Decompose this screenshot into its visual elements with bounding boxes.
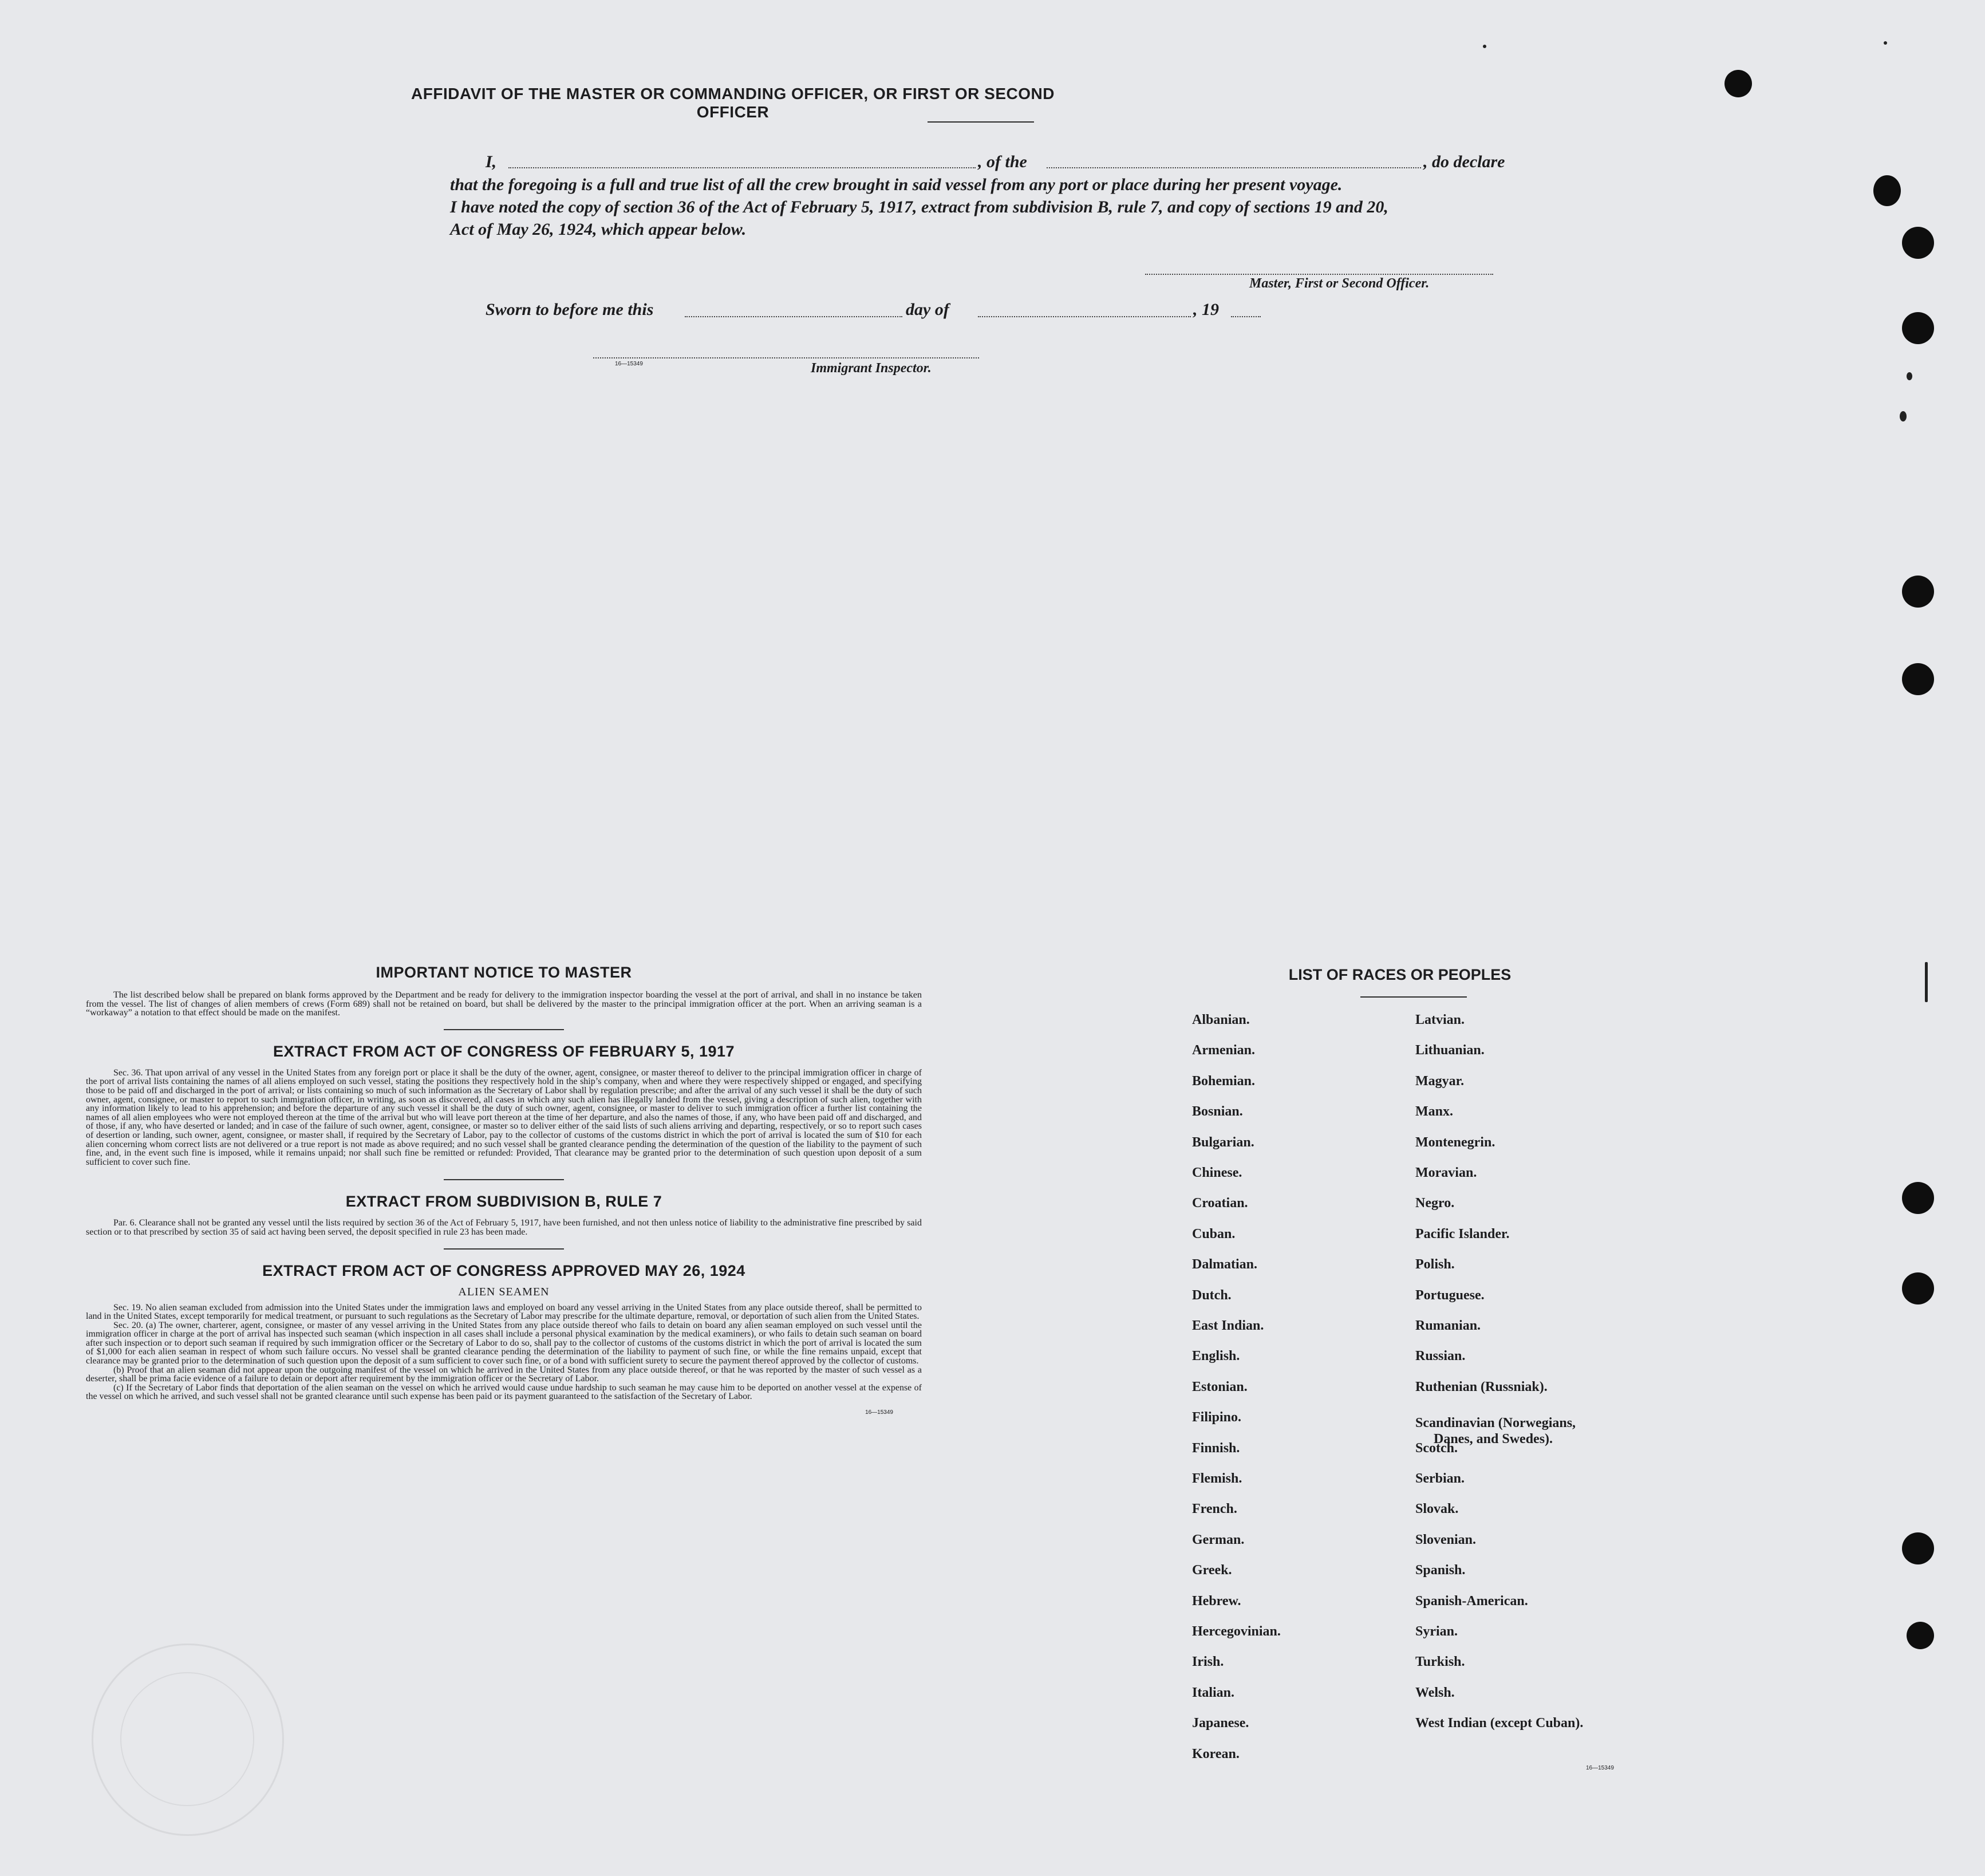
races-form-number: 16—15349 (1586, 1765, 1614, 1771)
binder-hole (1902, 1182, 1934, 1214)
race-item: Manx. (1415, 1104, 1453, 1120)
race-item: Magyar. (1415, 1073, 1465, 1089)
section-divider (444, 1029, 564, 1030)
race-item: Spanish. (1415, 1563, 1466, 1578)
subdivision-b-body: Par. 6. Clearance shall not be granted any vessel until the lists required by section 36 of the Act of February 5, 1917, have been furnished, and not then unless notice of liability to the administrative fine prescribed by said section or to that prescribed by section 35 of said act having been served, the deposit specified in rule 23 has been made. (86, 1218, 922, 1237)
race-item: Greek. (1192, 1563, 1232, 1578)
race-item: French. (1192, 1501, 1237, 1517)
master-signature-field[interactable] (1145, 274, 1493, 275)
race-item: Albanian. (1192, 1012, 1250, 1027)
race-item: Syrian. (1415, 1624, 1458, 1639)
race-item: Cuban. (1192, 1226, 1236, 1242)
race-item: English. (1192, 1349, 1240, 1364)
races-title-underline (1360, 996, 1467, 998)
race-item: Danes, and Swedes). (1434, 1432, 1553, 1447)
affidavit-line3: I have noted the copy of section 36 of the Act of February 5, 1917, extract from subdivision B, rule 7, and copy of sections 19 and 20, (450, 198, 1388, 216)
race-item: Latvian. (1415, 1012, 1465, 1027)
race-item: Portuguese. (1415, 1287, 1485, 1303)
inspector-signature-field[interactable] (593, 357, 979, 358)
race-item: Lithuanian. (1415, 1043, 1485, 1058)
affidavit-i: I, (486, 152, 497, 171)
ink-speck (1884, 41, 1887, 45)
race-item: Spanish-American. (1415, 1593, 1528, 1609)
ink-speck (1483, 45, 1486, 48)
race-item: Russian. (1415, 1349, 1466, 1364)
race-item: Pacific Islander. (1415, 1226, 1510, 1242)
year-label: , 19 (1193, 300, 1219, 319)
sec-20c-body: (c) If the Secretary of Labor finds that deportation of the alien seaman on the vessel on which he arrived would cause undue hardship to such seaman he may cause him to be deported on another vessel at the expense of the vessel on which he arrived, and such vessel shall not be granted clearance until such expense has been paid or its payment guaranteed to the satisfaction of the Secretary of Labor. (86, 1382, 922, 1402)
race-item: Korean. (1192, 1746, 1240, 1761)
sworn-year-field[interactable] (1231, 316, 1261, 317)
affidavit-line4: Act of May 26, 1924, which appear below. (450, 220, 747, 239)
race-item: Chinese. (1192, 1165, 1242, 1180)
section-divider (444, 1248, 564, 1250)
race-item: Irish. (1192, 1654, 1224, 1670)
race-item: West Indian (except Cuban). (1415, 1716, 1584, 1731)
inspector-label: Immigrant Inspector. (811, 361, 932, 376)
race-item: Turkish. (1415, 1654, 1465, 1670)
binder-hole (1902, 576, 1934, 608)
race-item: Dutch. (1192, 1287, 1232, 1303)
title-underline (928, 121, 1034, 123)
extract-1924-title: EXTRACT FROM ACT OF CONGRESS APPROVED MAY 26, 1924 (262, 1262, 745, 1279)
notice-column (86, 964, 922, 1416)
race-item: Negro. (1415, 1196, 1455, 1211)
notice-body: The list described below shall be prepared on blank forms approved by the Department and be ready for delivery to the immigration inspector boarding the vessel at the port of arrival, and shall in no instance be taken from the vessel. The list of changes of alien members of crews (Form 689) shall not be retained on board, but shall be delivered by the master to the principal immigration officer at the port. When an arriving seaman is a “workaway” a notation to that effect should be made on the manifest. (86, 990, 922, 1018)
race-item: Filipino. (1192, 1410, 1242, 1425)
race-item: Dalmatian. (1192, 1257, 1257, 1272)
extract-1917-title: EXTRACT FROM ACT OF CONGRESS OF FEBRUARY 5, 1917 (273, 1042, 735, 1060)
ink-speck (1925, 962, 1928, 1002)
race-item: Polish. (1415, 1257, 1455, 1272)
race-item: Montenegrin. (1415, 1134, 1495, 1150)
race-item: Croatian. (1192, 1196, 1248, 1211)
affidavit-line2: that the foregoing is a full and true list of all the crew brought in said vessel from any port or place during her present voyage. (450, 175, 1343, 194)
sworn-month-field[interactable] (978, 316, 1191, 317)
race-item: Moravian. (1415, 1165, 1477, 1180)
notice-title: IMPORTANT NOTICE TO MASTER (376, 964, 632, 981)
master-signature-label: Master, First or Second Officer. (1249, 276, 1430, 291)
race-item: Scotch. (1415, 1440, 1458, 1456)
binder-hole (1902, 1532, 1934, 1564)
binder-hole (1873, 175, 1901, 206)
race-item: Bosnian. (1192, 1104, 1243, 1120)
ink-speck (1907, 372, 1912, 380)
ink-speck (1900, 411, 1907, 421)
subdivision-b-title: EXTRACT FROM SUBDIVISION B, RULE 7 (345, 1193, 662, 1211)
race-item: Bulgarian. (1192, 1134, 1254, 1150)
race-item: Italian. (1192, 1685, 1235, 1700)
race-item: Finnish. (1192, 1440, 1240, 1456)
binder-hole (1902, 312, 1934, 344)
race-item: Slovenian. (1415, 1532, 1477, 1547)
race-item: Slovak. (1415, 1501, 1459, 1517)
form-number: 16—15349 (615, 361, 643, 367)
race-item: Armenian. (1192, 1043, 1255, 1058)
binder-hole (1907, 1622, 1934, 1649)
section-divider (444, 1179, 564, 1180)
sec-20a-body: Sec. 20. (a) The owner, charterer, agent, consignee, or master of any vessel arriving in the United States from any place outside thereof who fails to detain on board any alien seaman employed on such vessel until the immigration officer in charge at the port of arrival has inspected such seaman (which inspection in all cases shall include a personal physical examination by the medical examiners), or who fails to detain such seaman on board after such inspection or to deport such seaman if required by such immigration officer or the Secretary of Labor to do so, shall pay to the collector of customs of the customs district in which the port of arrival is located the sum of $1,000 for each alien seaman in respect of whom such failure occurs. No vessel shall be granted clearance pending the determination of the liability to payment of such fine, or while the fine remains unpaid, except that clearance may be granted prior to the determination of such question upon the deposit of a sum sufficient to cover such fine, or of a bond with sufficient surety to secure the payment thereof approved by the collector of customs. (86, 1320, 922, 1366)
race-item: Ruthenian (Russniak). (1415, 1379, 1548, 1394)
binder-hole (1724, 70, 1752, 97)
race-item: Serbian. (1415, 1471, 1465, 1486)
binder-hole (1902, 663, 1934, 695)
race-item: East Indian. (1192, 1318, 1264, 1333)
declarant-name-field[interactable] (508, 167, 976, 168)
race-item: German. (1192, 1532, 1245, 1547)
race-item: Welsh. (1415, 1685, 1455, 1700)
alien-seamen-heading: ALIEN SEAMEN (458, 1285, 550, 1298)
extract-form-number: 16—15349 (865, 1409, 893, 1416)
extract-1917-body: Sec. 36. That upon arrival of any vessel in the United States from any foreign port or place it shall be the duty of the owner, agent, consignee, or master thereof to deliver to the principal immigration officer in charge of the port of arrival lists containing the names of all aliens employed on such vessel, stating the positions they respectively hold in the ship’s company, when and where they were respectively shipped or engaged, and specifying those to be paid off and discharged in the port of arrival; or lists containing so much of such information as the Secretary of Labor shall by regulation prescribe; and after the arrival of any such vessel it shall be the duty of such owner, agent, consignee, or master to report to such immigration officer, in writing, as soon as discovered, all cases in which any such alien has illegally landed from the vessel, giving a description of such alien, together with any information likely to lead to his apprehension; and before the departure of any such vessel it shall be the duty of such owner, agent, consignee, or master to deliver to such immigration officer a further list containing the names of all alien employees who were not employed thereon at the time of the arrival but who will leave port thereon at the time of her departure, and also the names of those, if any, who have been paid off and discharged, and of those, if any, who have deserted or landed; and in case of the failure of such owner, agent, consignee, or master so to deliver either of the said lists of such aliens arriving and departing, respectively, or so to report such cases of desertion or landing, such owner, agent, consignee, or master shall, if required by the Secretary of Labor, pay to the collector of customs of the customs district in which the port of arrival is located the sum of $10 for each alien concerning whom correct lists are not delivered or a true report is not made as above required; and no such vessel shall be granted clearance pending the determination of the question of the liability to the payment of such fine, and, in the event such fine is imposed, while it remains unpaid; nor shall such fine be remitted or refunded: Provided, That clearance may be granted prior to the determination of such question upon deposit of a sum sufficient to cover such fine. (86, 1067, 922, 1167)
sworn-label: Sworn to before me this (486, 300, 654, 319)
embossed-seal-inner (120, 1672, 254, 1806)
affidavit-declare: , do declare (1423, 152, 1505, 171)
binder-hole (1902, 1272, 1934, 1304)
race-item: Hercegovinian. (1192, 1624, 1281, 1639)
races-title: LIST OF RACES OR PEOPLES (1288, 966, 1512, 983)
affidavit-title: AFFIDAVIT OF THE MASTER OR COMMANDING OFFICER, OR FIRST OR SECOND OFFICER (411, 85, 1055, 121)
race-item: Scandinavian (Norwegians, (1415, 1416, 1576, 1431)
race-item: Flemish. (1192, 1471, 1242, 1486)
sworn-day-field[interactable] (685, 316, 902, 317)
sec-19-body: Sec. 19. No alien seaman excluded from admission into the United States under the immigration laws and employed on board any vessel arriving in the United States from any place outside thereof, shall be permitted to land in the United States, except temporarily for medical treatment, or pursuant to such regulations as the Secretary of Labor may prescribe for the ultimate departure, removal, or deportation of such alien from the United States. (86, 1302, 922, 1322)
race-item: Japanese. (1192, 1716, 1249, 1731)
race-item: Hebrew. (1192, 1593, 1241, 1609)
binder-hole (1902, 227, 1934, 259)
race-item: Estonian. (1192, 1379, 1248, 1394)
race-item: Bohemian. (1192, 1073, 1256, 1089)
day-of-label: day of (906, 300, 949, 319)
sec-20b-body: (b) Proof that an alien seaman did not appear upon the outgoing manifest of the vessel on which he arrived in the United States from any place outside thereof, or that he was reported by the master of such vessel as a deserter, shall be prima facie evidence of a failure to detain or deport after requirement by the immigration officer or the Secretary of Labor. (86, 1365, 922, 1384)
affidavit-of-the: , of the (978, 152, 1027, 171)
race-item: Rumanian. (1415, 1318, 1481, 1333)
vessel-name-field[interactable] (1047, 167, 1421, 168)
